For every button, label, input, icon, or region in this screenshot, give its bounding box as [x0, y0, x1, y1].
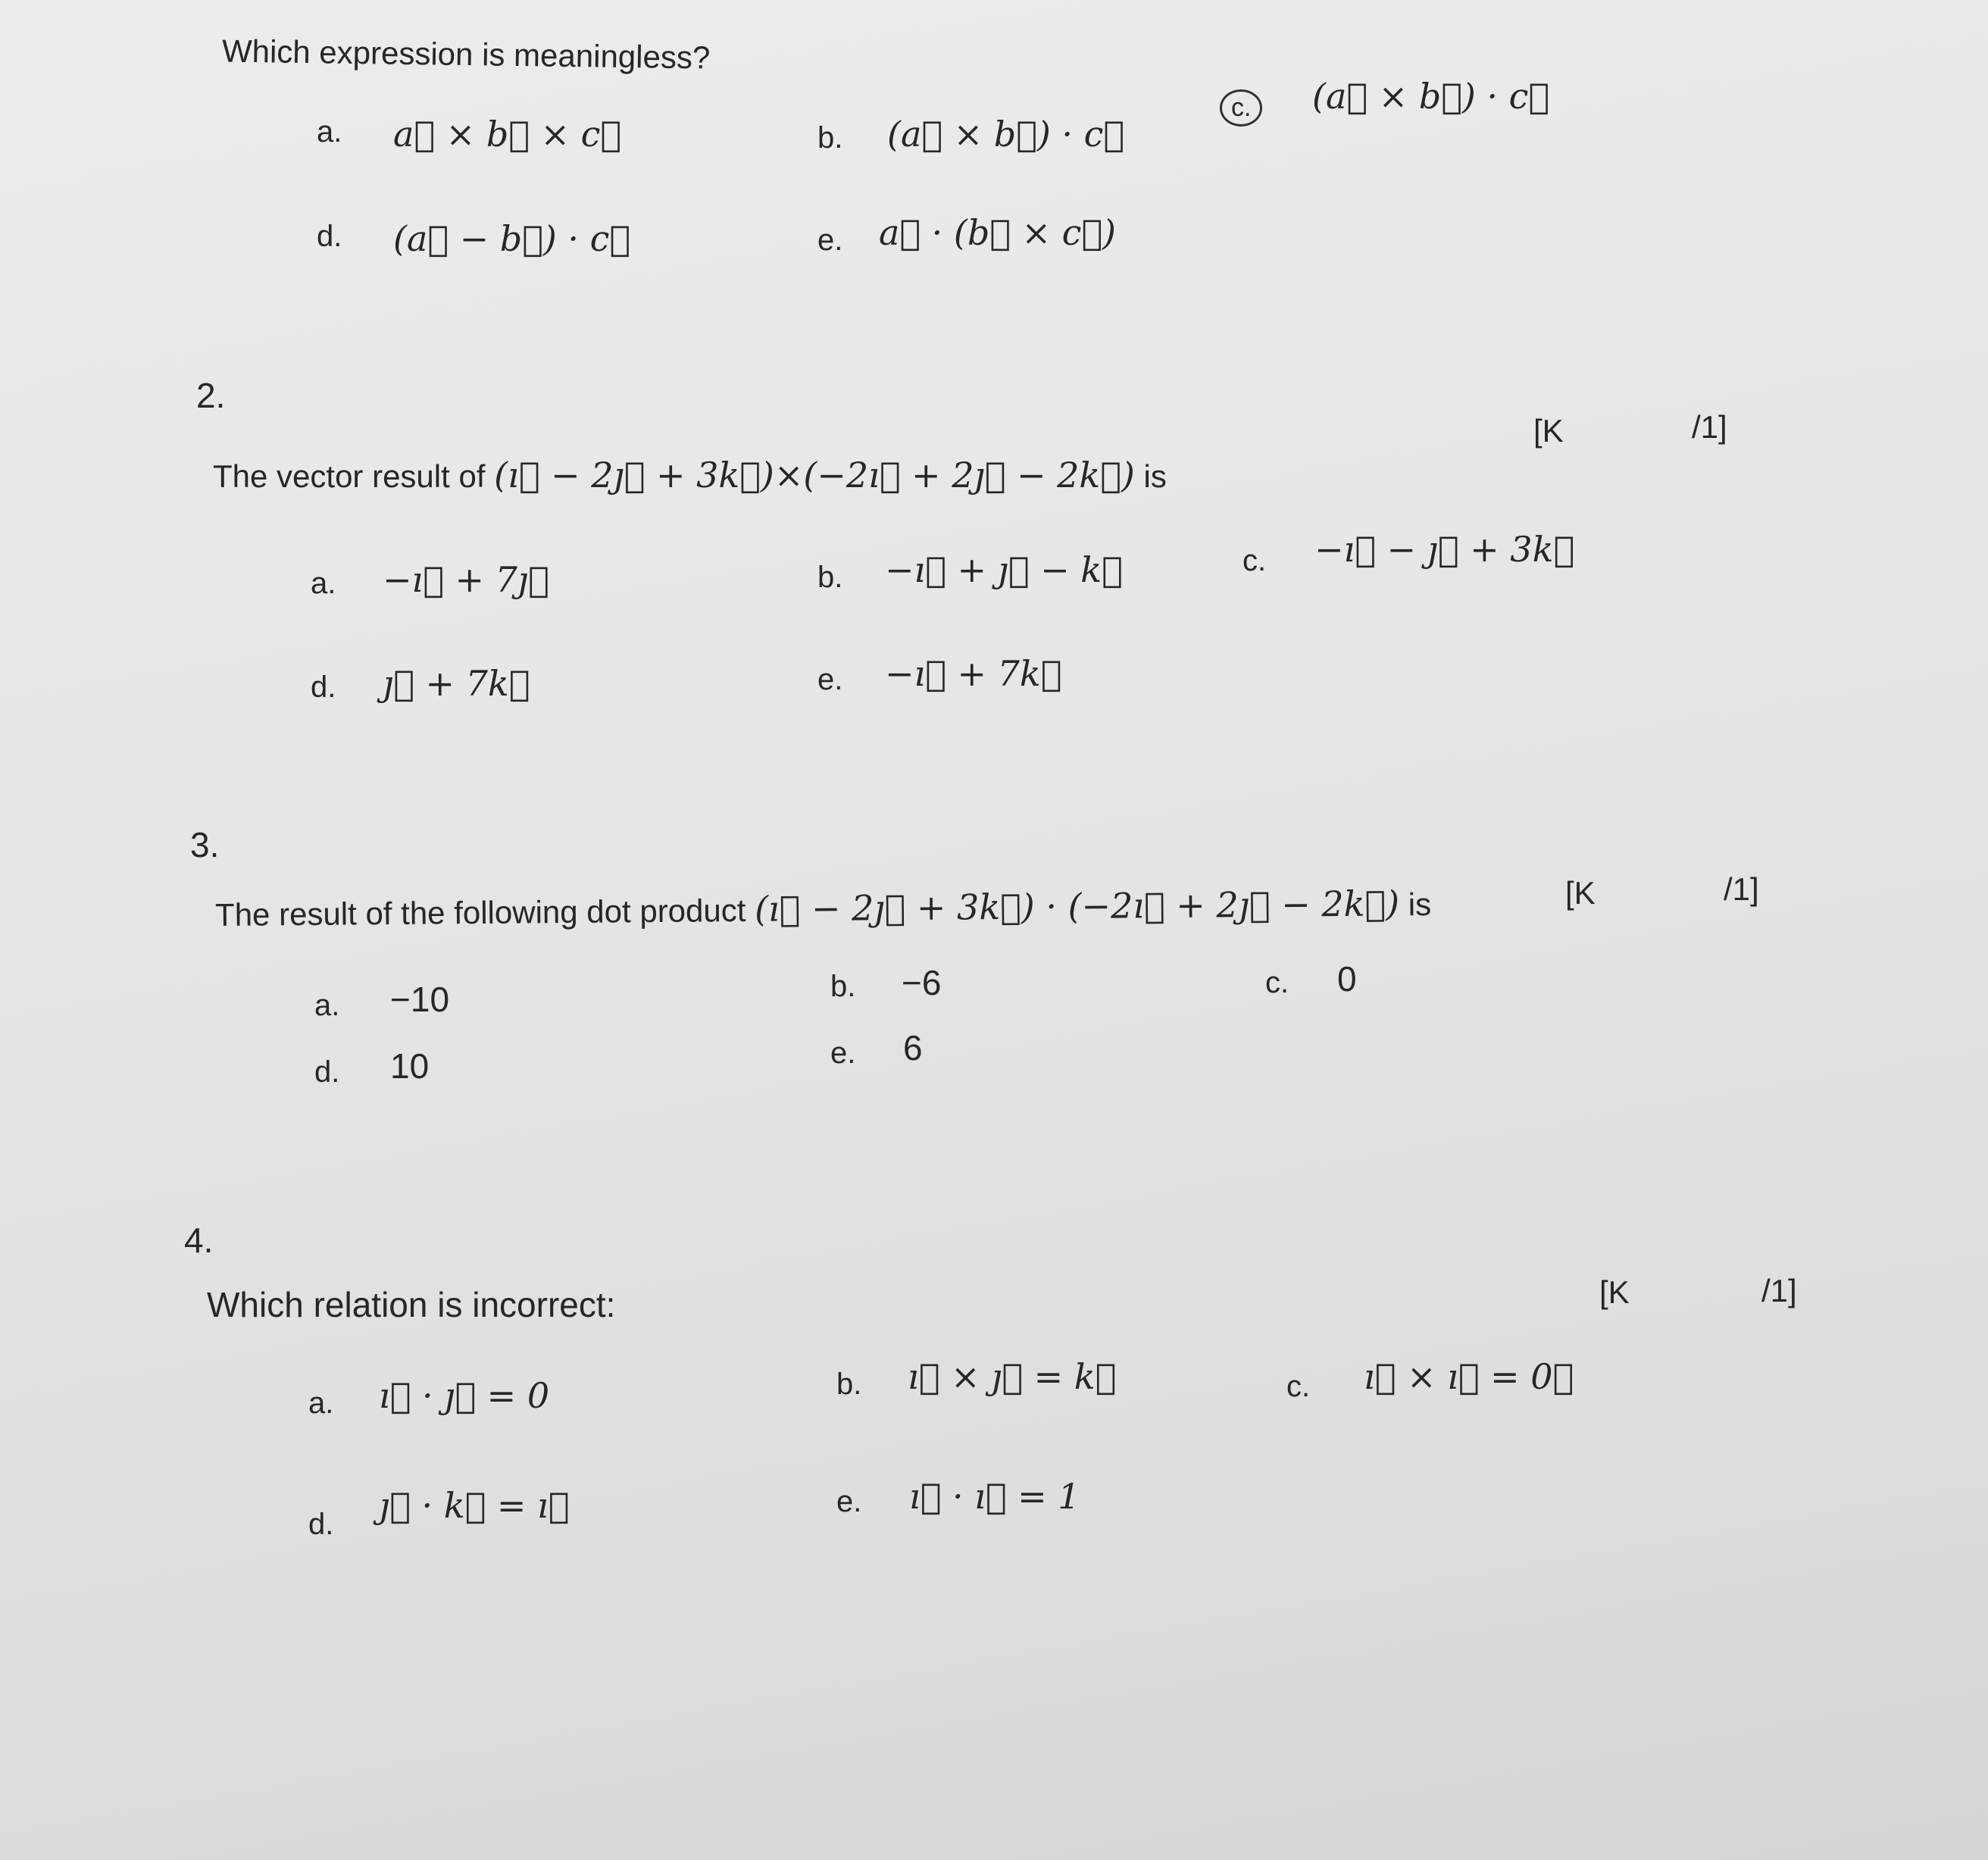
q4-option-d-label: d.	[308, 1508, 334, 1541]
q2-number: 2.	[196, 376, 226, 415]
q3-option-b-label: b.	[830, 970, 856, 1003]
q2-option-e-expr: −ı⃗ + 7k⃗	[885, 653, 1062, 694]
q3-option-e-expr: 6	[903, 1028, 923, 1068]
q3-option-d-label: d.	[314, 1055, 340, 1089]
q2-prompt-suffix: is	[1143, 458, 1167, 494]
q3-option-a-label: a.	[314, 989, 340, 1022]
q2-option-a-expr: −ı⃗ + 7ȷ⃗	[383, 559, 549, 600]
q2-option-a-label: a.	[311, 567, 336, 600]
q1-option-a-expr: a⃗ × b⃗ × c⃗	[393, 114, 622, 155]
q2-option-c-expr: −ı⃗ − ȷ⃗ + 3k⃗	[1314, 529, 1575, 570]
q2-mark-score: /1]	[1692, 409, 1727, 445]
q3-mark-k: [K	[1565, 875, 1596, 911]
q2-mark-k: [K	[1533, 413, 1564, 449]
q4-option-a-label: a.	[308, 1386, 334, 1420]
q3-option-a-expr: −10	[390, 980, 450, 1019]
q2-prompt	[213, 455, 1167, 495]
q2-prompt-text: The vector result of	[213, 458, 486, 494]
q3-option-b-expr: −6	[902, 963, 942, 1002]
q1-option-d-label: d.	[317, 220, 342, 253]
q1-prompt: Which expression is meaningless?	[221, 33, 711, 76]
q1-option-b-label: b.	[817, 121, 843, 155]
q4-option-e-label: e.	[836, 1485, 862, 1518]
q4-option-c-expr: ı⃗ × ı⃗ = 0⃗	[1364, 1356, 1574, 1397]
q3-option-c-label: c.	[1265, 966, 1289, 999]
q4-prompt: Which relation is incorrect:	[207, 1285, 616, 1324]
q3-mark-score: /1]	[1724, 871, 1759, 907]
q3-number: 3.	[190, 825, 220, 864]
q2-option-d-label: d.	[311, 671, 336, 704]
q1-option-d-expr: (a⃗ − b⃗) · c⃗	[393, 218, 630, 259]
q3-prompt-expr: (ı⃗ − 2ȷ⃗ + 3k⃗) · (−2ı⃗ + 2ȷ⃗ − 2k⃗)	[754, 883, 1400, 930]
q4-mark-k: [K	[1599, 1274, 1630, 1310]
q3-option-e-label: e.	[830, 1036, 856, 1070]
q3-prompt	[215, 883, 1432, 934]
q1-option-a-label: a.	[317, 115, 342, 148]
q4-option-a-expr: ı⃗ · ȷ⃗ = 0	[379, 1375, 550, 1416]
q2-option-e-label: e.	[817, 663, 843, 696]
q1-option-e-expr: a⃗ · (b⃗ × c⃗)	[879, 212, 1116, 253]
q1-option-c-label-circled: c.	[1220, 89, 1262, 127]
q4-option-b-label: b.	[836, 1368, 862, 1401]
q2-prompt-expr: (ı⃗ − 2ȷ⃗ + 3k⃗)×(−2ı⃗ + 2ȷ⃗ − 2k⃗)	[494, 455, 1135, 495]
q1-option-b-expr: (a⃗ × b⃗) · c⃗	[887, 114, 1124, 155]
q4-option-d-expr: ȷ⃗ · k⃗ = ı⃗	[379, 1485, 570, 1526]
q2-option-b-label: b.	[817, 561, 843, 594]
q4-option-b-expr: ı⃗ × ȷ⃗ = k⃗	[908, 1356, 1117, 1397]
q4-option-c-label: c.	[1286, 1370, 1311, 1403]
q2-option-d-expr: ȷ⃗ + 7k⃗	[383, 663, 530, 704]
q1-option-c-expr: (a⃗ × b⃗) · c⃗	[1312, 76, 1549, 117]
q3-prompt-suffix: is	[1408, 886, 1432, 923]
q1-option-e-label: e.	[817, 224, 843, 257]
q3-option-d-expr: 10	[390, 1046, 430, 1086]
q4-option-e-expr: ı⃗ · ı⃗ = 1	[909, 1476, 1080, 1517]
q3-prompt-text: The result of the following dot product	[214, 892, 746, 933]
q2-option-c-label: c.	[1242, 544, 1267, 577]
q4-mark-score: /1]	[1761, 1273, 1797, 1308]
q2-option-b-expr: −ı⃗ + ȷ⃗ − k⃗	[885, 549, 1123, 590]
q3-option-c-expr: 0	[1337, 959, 1357, 999]
q4-number: 4.	[184, 1221, 214, 1260]
